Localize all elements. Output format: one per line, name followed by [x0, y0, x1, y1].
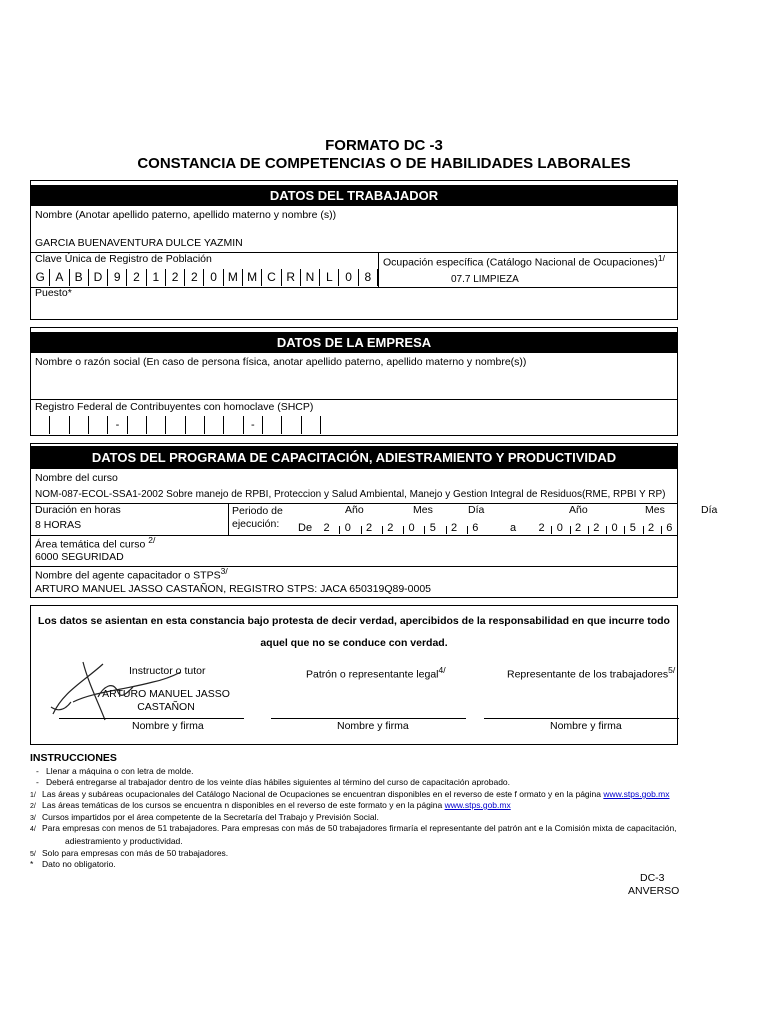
rfc-char-cell: [89, 416, 108, 434]
instruccion-text: adiestramiento y productividad.: [65, 836, 183, 846]
programa-header: DATOS DEL PROGRAMA DE CAPACITACIÓN, ADIESTRAMIENTO Y PRODUCTIVIDAD: [31, 446, 677, 469]
instruccion-text: Las áreas y subáreas ocupacionales del Catálogo Nacional de Ocupaciones se encuentran disponibles en el reverso de este f ormato y en la página: [42, 789, 604, 799]
nombre-label: Nombre (Anotar apellido paterno, apellido materno y nombre (s)): [35, 209, 337, 221]
date-digit: 2: [647, 522, 655, 534]
agente-value[interactable]: ARTURO MANUEL JASSO CASTAÑON, REGISTRO STPS: JACA 650319Q89-0005: [35, 583, 432, 595]
curp-char-cell: R: [282, 269, 301, 286]
firmas-section: [30, 605, 678, 745]
instruccion-mark: -: [36, 777, 39, 787]
instruccion-mark: -: [36, 766, 39, 776]
nombre-firma-instructor: Nombre y firma: [132, 720, 204, 732]
date-digit: 2: [593, 522, 600, 534]
ocupacion-label: Ocupación específica (Catálogo Nacional de Ocupaciones)$^{1/}$: [383, 253, 666, 269]
curp-char-cell: D: [89, 269, 108, 286]
footer-side: ANVERSO: [628, 885, 680, 897]
ocupacion-value[interactable]: 07.7 LIMPIEZA: [451, 274, 519, 285]
instruccion-item: [30, 812, 379, 822]
periodo-label: Periodo de: [232, 505, 283, 517]
instruccion-item: [30, 823, 677, 833]
rfc-char-cell: -: [244, 416, 263, 434]
duracion-label: Duración en horas: [35, 504, 121, 516]
page-title: CONSTANCIA DE COMPETENCIAS O DE HABILIDADES LABORALES: [137, 155, 631, 172]
instruccion-text: Para empresas con menos de 51 trabajadores. Para empresas con más de 50 trabajadores firmaría el representante del patrón ant e la Comisión mixta de capacitación,: [42, 823, 677, 833]
date-digit: 2: [538, 522, 545, 534]
curp-char-cell: G: [31, 269, 50, 286]
curp-char-cell: M: [224, 269, 243, 286]
area-value[interactable]: 6000 SEGURIDAD: [35, 551, 124, 563]
programa-section: [30, 443, 718, 598]
empresa-header: DATOS DE LA EMPRESA: [31, 332, 677, 353]
rfc-label: Registro Federal de Contribuyentes con homoclave (SHCP): [35, 401, 314, 413]
footer-code: DC-3: [640, 872, 665, 884]
fecha-inicio[interactable]: [318, 520, 488, 534]
divider: [31, 287, 677, 288]
curp-char-cell: L: [320, 269, 339, 286]
date-digit: 2: [574, 522, 582, 534]
periodo-label-2: ejecución:: [232, 518, 280, 530]
nombre-firma-representante: Nombre y firma: [550, 720, 622, 732]
rfc-char-cell: [147, 416, 166, 434]
representante-label: Representante de los trabajadores$^{5/}$: [507, 665, 676, 681]
divider: [378, 252, 379, 287]
curp-char-cell: 9: [108, 269, 127, 286]
declaracion-line-1: Los datos se asientan en esta constancia bajo protesta de decir verdad, apercibidos de la responsabilidad en que incurre todo: [38, 615, 670, 627]
date-digit: 5: [429, 522, 436, 534]
curp-label: Clave Única de Registro de Población: [35, 253, 212, 265]
declaracion-line-2: aquel que no se conduce con verdad.: [260, 637, 448, 649]
curp-char-cell: 1: [147, 269, 166, 286]
curp-char-cell: A: [50, 269, 69, 286]
date-digit: 6: [666, 522, 673, 534]
dia-label-end: Día: [701, 504, 718, 516]
rfc-char-cell: [31, 416, 50, 434]
trabajador-section: [30, 180, 678, 320]
curp-char-cell: 0: [339, 269, 358, 286]
a-label: a: [510, 522, 517, 534]
nombre-value[interactable]: GARCIA BUENAVENTURA DULCE YAZMIN: [35, 237, 243, 249]
rfc-char-cell: [263, 416, 282, 434]
rfc-char-cell: [205, 416, 224, 434]
dia-label-start: Día: [468, 504, 485, 516]
instruccion-mark: 1/: [30, 792, 36, 799]
curp-char-cell: 2: [127, 269, 146, 286]
de-label: De: [298, 522, 313, 534]
instruccion-mark: 4/: [30, 826, 36, 833]
instruccion-item: [30, 859, 116, 869]
rfc-char-cell: [166, 416, 185, 434]
instruccion-text: Solo para empresas con más de 50 trabajadores.: [42, 848, 229, 858]
firma-line-instructor: [59, 718, 244, 719]
date-digit: 0: [408, 522, 415, 534]
mes-label-start: Mes: [413, 504, 433, 516]
stps-link[interactable]: www.stps.gob.mx: [444, 800, 511, 810]
rfc-field[interactable]: [31, 416, 321, 434]
date-digit: 0: [611, 522, 618, 534]
instruccion-mark: 3/: [30, 815, 36, 822]
instructor-name: ARTURO MANUEL JASSO CASTAÑON: [102, 688, 230, 713]
date-digit: 2: [387, 522, 394, 534]
rfc-char-cell: -: [108, 416, 127, 434]
instruccion-text: Cursos impartidos por el área competente de la Secretaría del Trabajo y Previsión Social.: [42, 812, 379, 822]
date-digit: 2: [450, 522, 458, 534]
signature-icon: [43, 652, 193, 727]
area-label: Área temática del curso $^{2/}$: [35, 535, 156, 551]
nombre-firma-patron: Nombre y firma: [337, 720, 409, 732]
curp-char-cell: N: [301, 269, 320, 286]
rfc-char-cell: [50, 416, 69, 434]
instruccion-item: [30, 789, 670, 799]
date-digit: 0: [556, 522, 563, 534]
curp-char-cell: 2: [185, 269, 204, 286]
mes-label-end: Mes: [645, 504, 665, 516]
date-digit: 2: [323, 522, 330, 534]
date-digit: 6: [472, 522, 479, 534]
curso-label: Nombre del curso: [35, 472, 118, 484]
firma-line-patron[interactable]: [271, 718, 466, 719]
instruccion-text: Deberá entregarse al trabajador dentro de los veinte días hábiles siguientes al término del curso de capacitación aprobado.: [46, 777, 511, 787]
fecha-fin[interactable]: [533, 520, 679, 534]
instructor-label: Instructor o tutor: [129, 665, 206, 677]
instruccion-text: Las áreas temáticas de los cursos se encuentra n disponibles en el reverso de este formato y en la página: [42, 800, 445, 810]
rfc-char-cell: [282, 416, 301, 434]
instrucciones-title: INSTRUCCIONES: [30, 752, 117, 764]
date-digit: 2: [365, 522, 373, 534]
trabajador-header: DATOS DEL TRABAJADOR: [31, 185, 677, 206]
curp-char-cell: M: [243, 269, 262, 286]
instruccion-text: Llenar a máquina o con letra de molde.: [46, 766, 194, 776]
curp-field[interactable]: [31, 269, 378, 286]
date-digit: 5: [629, 522, 636, 534]
instruccion-item: [65, 836, 183, 846]
curp-char-cell: B: [70, 269, 89, 286]
format-code: FORMATO DC -3: [325, 137, 443, 154]
date-digit: 0: [344, 522, 351, 534]
rfc-char-cell: [302, 416, 321, 434]
instruccion-item: [30, 848, 228, 858]
rfc-char-cell: [128, 416, 147, 434]
instruccion-mark: 5/: [30, 851, 36, 858]
divider: [228, 503, 229, 535]
curso-value[interactable]: NOM-087-ECOL-SSA1-2002 Sobre manejo de RPBI, Proteccion y Salud Ambiental, Manejo y Gestion Integral de Residuos(RME, RPBI Y RP): [35, 489, 666, 500]
divider: [31, 399, 677, 400]
instruccion-mark: 2/: [30, 803, 36, 810]
empresa-section: [30, 327, 678, 436]
razon-social-label: Nombre o razón social (En caso de persona física, anotar apellido paterno, apellido materno y nombre(s)): [35, 356, 527, 368]
rfc-char-cell: [70, 416, 89, 434]
rfc-char-cell: [186, 416, 205, 434]
firma-line-representante[interactable]: [484, 718, 679, 719]
instruccion-item: [30, 777, 510, 787]
puesto-label: Puesto*: [35, 287, 72, 299]
patron-label: Patrón o representante legal$^{4/}$: [306, 665, 446, 681]
agente-label: Nombre del agente capacitador o $STPS^{3/}$: [35, 566, 228, 582]
instruccion-text: Dato no obligatorio.: [42, 859, 116, 869]
instruccion-item: [30, 766, 193, 776]
curp-char-cell: C: [262, 269, 281, 286]
curp-char-cell: 8: [359, 269, 378, 286]
duracion-value[interactable]: 8 HORAS: [35, 519, 82, 531]
rfc-char-cell: [224, 416, 243, 434]
curp-char-cell: 0: [205, 269, 224, 286]
stps-link[interactable]: www.stps.gob.mx: [603, 789, 670, 799]
anio-label-start: Año: [345, 504, 364, 516]
anio-label-end: Año: [569, 504, 588, 516]
instruccion-item: [30, 800, 511, 810]
instruccion-mark: *: [30, 859, 34, 869]
curp-char-cell: 2: [166, 269, 185, 286]
